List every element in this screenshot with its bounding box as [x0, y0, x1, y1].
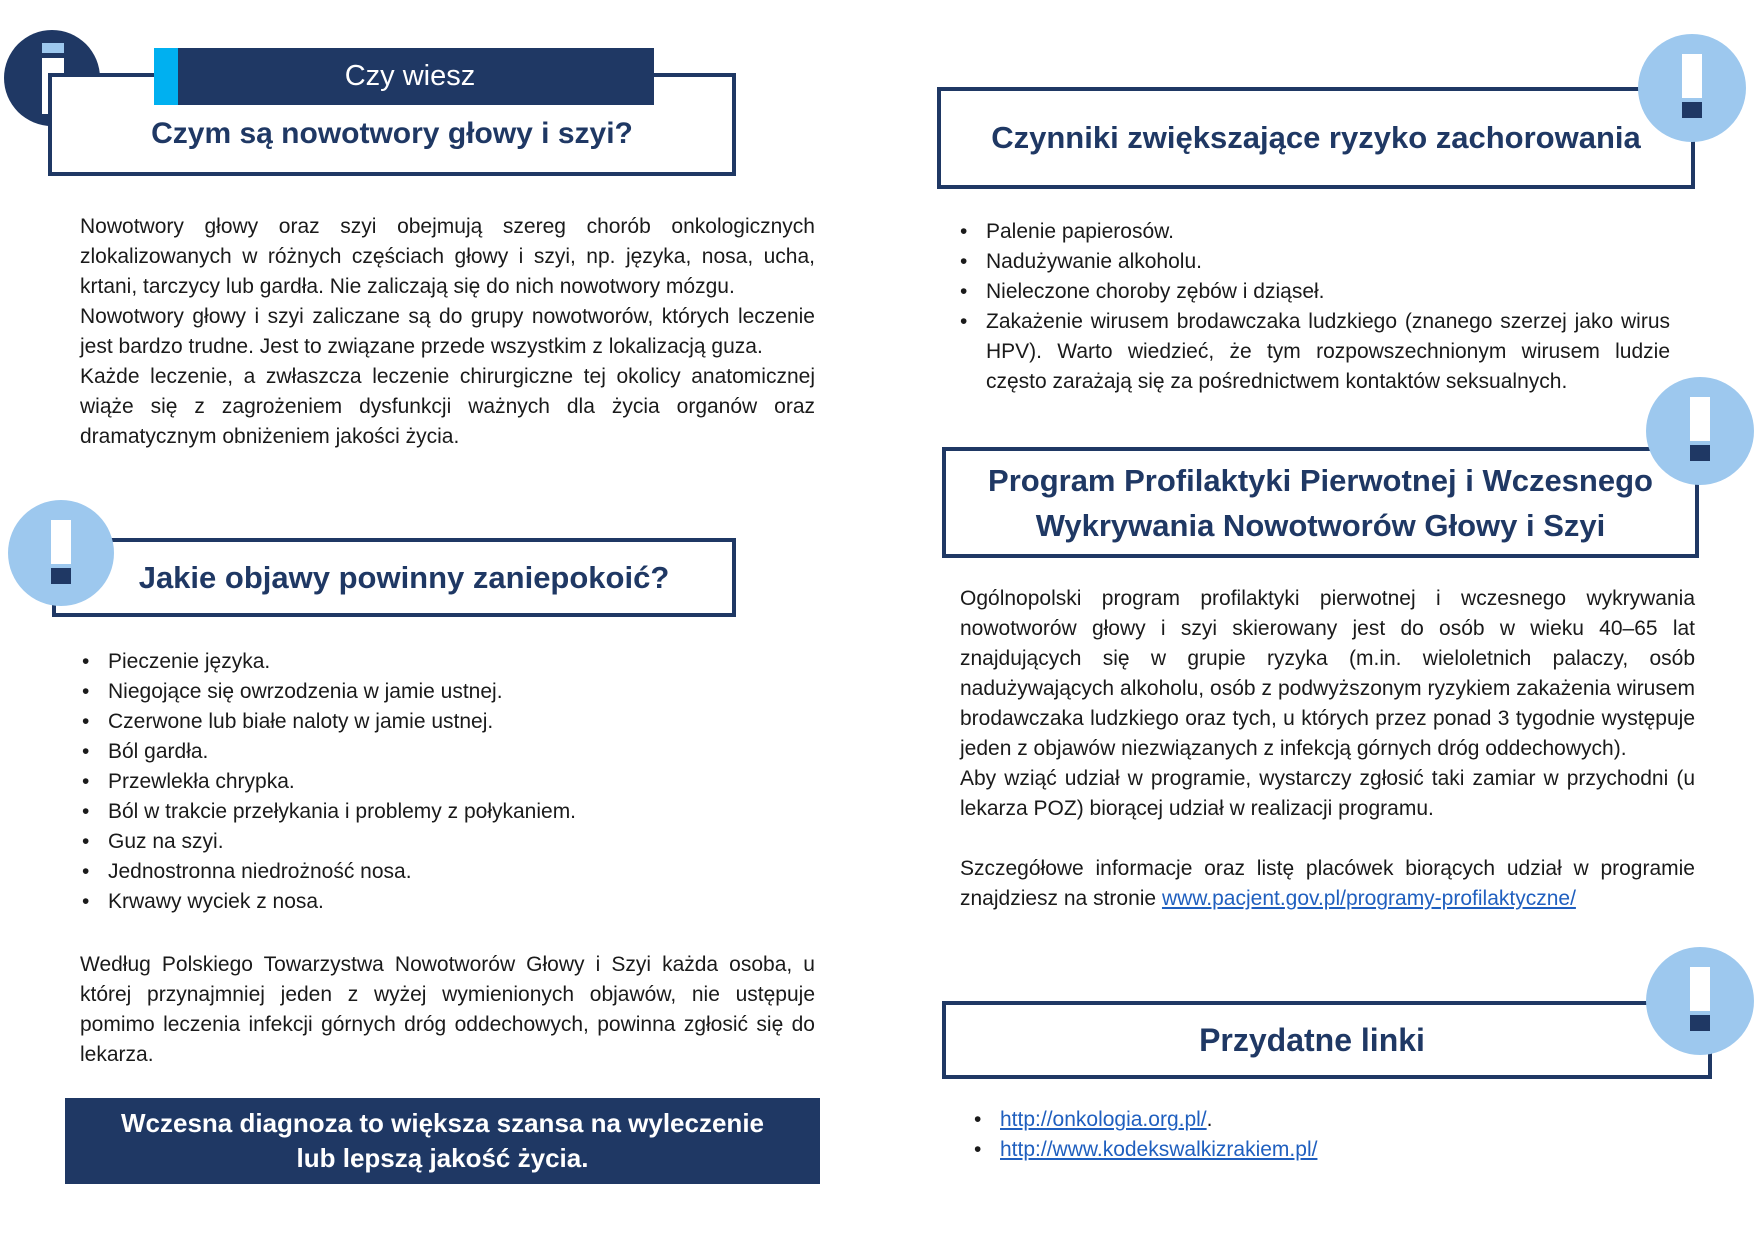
- list-item: • Zakażenie wirusem brodawczaka ludzkiego (znanego szerzej jako wirus HPV). Warto wiedzieć, że tym rozpowszechnionym wirusem ludzie często zarażają się za pośrednictwem kontaktów seksualnych.: [958, 307, 1670, 397]
- list-item: • Przewlekła chrypka.: [80, 767, 820, 797]
- paragraph: Nowotwory głowy i szyi zaliczane są do grupy nowotworów, których leczenie jest bardzo trudne. Jest to związane przede wszystkim z lokalizacją guza.: [80, 305, 815, 358]
- program-text: [960, 584, 1695, 914]
- program-details-text: Szczegółowe informacje oraz listę placówek biorących udział w programie znajdziesz na stronie: [960, 857, 1695, 910]
- risk-factors-list: [958, 217, 1670, 397]
- early-diagnosis-banner: [65, 1098, 820, 1184]
- paragraph: Każde leczenie, a zwłaszcza leczenie chirurgiczne tej okolicy anatomicznej wiąże się z zagrożeniem dysfunkcji ważnych dla życia organów oraz dramatycznym obniżeniem jakości życia.: [80, 365, 815, 448]
- section-title-box: [942, 447, 1699, 558]
- useful-links-list: [972, 1105, 1572, 1165]
- symptoms-list: [80, 647, 820, 917]
- accent-stripe: [154, 48, 178, 105]
- did-you-know-tab: [154, 48, 654, 105]
- list-item: • Guz na szyi.: [80, 827, 820, 857]
- link-kodeks[interactable]: http://www.kodekswalkizrakiem.pl/: [1000, 1138, 1318, 1161]
- list-item: • Jednostronna niedrożność nosa.: [80, 857, 820, 887]
- section-title-box: [52, 538, 736, 617]
- exclamation-icon: [1638, 34, 1746, 142]
- list-item: • Pieczenie języka.: [80, 647, 820, 677]
- section-title-box: [942, 1001, 1712, 1079]
- list-item: • Ból w trakcie przełykania i problemy z połykaniem.: [80, 797, 820, 827]
- section-title-symptoms: Jakie objawy powinny zaniepokoić?: [138, 559, 670, 595]
- paragraph: Nowotwory głowy oraz szyi obejmują szereg chorób onkologicznych zlokalizowanych w różnych częściach głowy i szyi, np. języka, nosa, ucha, krtani, tarczycy lub gardła. Nie zaliczają się do nich nowotwory mózgu.: [80, 215, 815, 298]
- program-title-line1: Program Profilaktyki Pierwotnej i Wczesnego: [988, 462, 1653, 498]
- exclamation-icon: [1646, 377, 1754, 485]
- paragraph: Aby wziąć udział w programie, wystarczy zgłosić taki zamiar w przychodni (u lekarza POZ) biorącej udział w realizacji programu.: [960, 767, 1695, 820]
- did-you-know-label: Czy wiesz: [344, 60, 476, 92]
- paragraph: Według Polskiego Towarzystwa Nowotworów Głowy i Szyi każda osoba, u której przynajmniej jeden z wyżej wymienionych objawów, nie ustępuje pomimo leczenia infekcji górnych dróg oddechowych, powinna zgłosić się do lekarza.: [80, 953, 815, 1066]
- paragraph: Ogólnopolski program profilaktyki pierwotnej i wczesnego wykrywania nowotworów głowy i szyi skierowany jest do osób w wieku 40–65 lat znajdujących się w grupie ryzyka (m.in. wieloletnich palaczy, osób nadużywających alkoholu, osób z podwyższonym ryzykiem zakażenia wirusem brodawczaka ludzkiego oraz tych, u których przez ponad 3 tygodnie występuje jeden z objawów niezwiązanych z infekcją górnych dróg oddechowych).: [960, 587, 1695, 760]
- list-item: • Nieleczone choroby zębów i dziąseł.: [958, 277, 1670, 307]
- program-title-line2: Wykrywania Nowotworów Głowy i Szyi: [1035, 507, 1606, 543]
- link-onkologia[interactable]: http://onkologia.org.pl/: [1000, 1108, 1207, 1131]
- paragraph: [960, 854, 1695, 914]
- section-title-box: [937, 87, 1695, 189]
- list-item: • Czerwone lub białe naloty w jamie ustnej.: [80, 707, 820, 737]
- section-title-risk-factors: Czynniki zwiększające ryzyko zachorowania: [991, 120, 1641, 155]
- paragraph-spacer: [960, 824, 1695, 854]
- program-link[interactable]: www.pacjent.gov.pl/programy-profilaktyczne/: [1161, 887, 1576, 910]
- exclamation-icon: [1646, 947, 1754, 1055]
- banner-text: Wczesna diagnoza to większa szansa na wyleczenie lub lepszą jakość życia.: [120, 1108, 765, 1173]
- section-title-what-are: Czym są nowotwory głowy i szyi?: [151, 116, 633, 150]
- advice-text: [80, 950, 815, 1070]
- list-item: [972, 1135, 1572, 1165]
- link-suffix: .: [1206, 1108, 1213, 1131]
- list-item: • Ból gardła.: [80, 737, 820, 767]
- list-item: • Nadużywanie alkoholu.: [958, 247, 1670, 277]
- list-item: [972, 1105, 1572, 1135]
- list-item: • Krwawy wyciek z nosa.: [80, 887, 820, 917]
- section-title-useful-links: Przydatne linki: [1199, 1021, 1425, 1058]
- list-item: • Niegojące się owrzodzenia w jamie ustnej.: [80, 677, 820, 707]
- section1-text: [80, 212, 815, 452]
- list-item: • Palenie papierosów.: [958, 217, 1670, 247]
- exclamation-icon: [8, 500, 114, 606]
